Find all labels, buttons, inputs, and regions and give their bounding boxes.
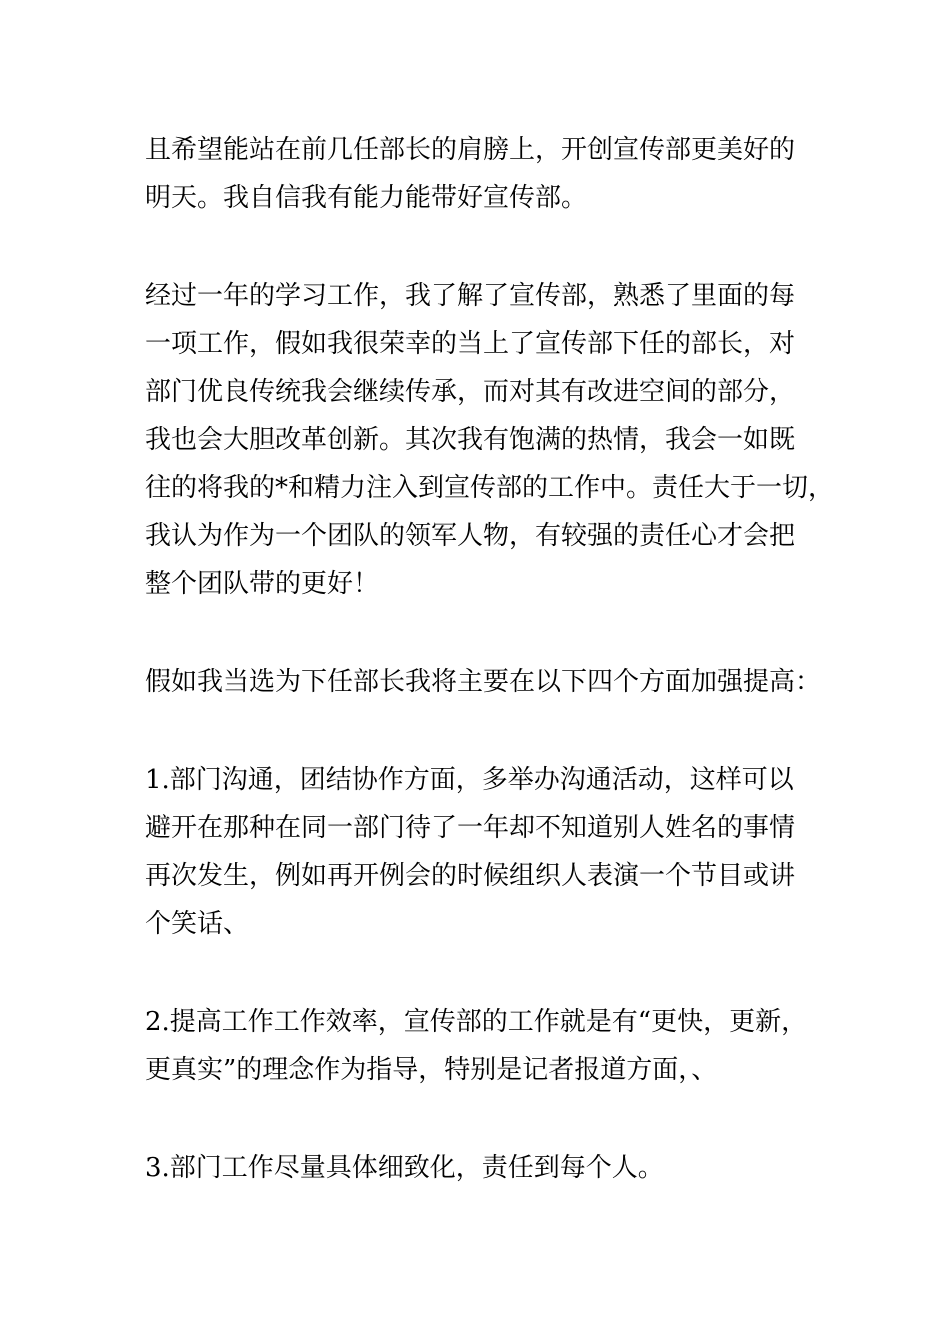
text-line: 个笑话、: [145, 909, 250, 939]
paragraph-aspiration: [145, 126, 835, 222]
text-line: 一项工作，假如我很荣幸的当上了宣传部下任的部长，对: [145, 329, 796, 359]
text-line: 明天。我自信我有能力能带好宣传部。: [145, 183, 588, 213]
text-line: 更真实”的理念作为指导，特别是记者报道方面，、: [145, 1055, 718, 1085]
text-line: 往的将我的*和精力注入到宣传部的工作中。责任大于一切，: [145, 473, 835, 503]
text-line: 1.部门沟通，团结协作方面，多举办沟通活动，这样可以: [145, 765, 794, 795]
text-line: 我认为作为一个团队的领军人物，有较强的责任心才会把: [145, 521, 796, 551]
text-line: 避开在那种在同一部门待了一年却不知道别人姓名的事情: [145, 813, 796, 843]
text-line: 假如我当选为下任部长我将主要在以下四个方面加强提高：: [145, 667, 822, 697]
text-line: 2.提高工作工作效率，宣传部的工作就是有“更快，更新，: [145, 1007, 808, 1037]
paragraph-intro-plan: [145, 658, 835, 706]
paragraph-experience: [145, 272, 835, 608]
paragraph-item-1: [145, 756, 835, 948]
text-line: 3.部门工作尽量具体细致化，责任到每个人。: [145, 1153, 664, 1183]
text-line: 整个团队带的更好！: [145, 569, 380, 599]
text-line: 再次发生，例如再开例会的时候组织人表演一个节目或讲: [145, 861, 796, 891]
text-line: 部门优良传统我会继续传承，而对其有改进空间的部分，: [145, 377, 796, 407]
document-body: [145, 126, 835, 1242]
text-line: 经过一年的学习工作，我了解了宣传部，熟悉了里面的每: [145, 281, 796, 311]
paragraph-item-2: [145, 998, 835, 1094]
text-line: 我也会大胆改革创新。其次我有饱满的热情，我会一如既: [145, 425, 796, 455]
paragraph-item-3: [145, 1144, 835, 1192]
text-line: 且希望能站在前几任部长的肩膀上，开创宣传部更美好的: [145, 135, 796, 165]
